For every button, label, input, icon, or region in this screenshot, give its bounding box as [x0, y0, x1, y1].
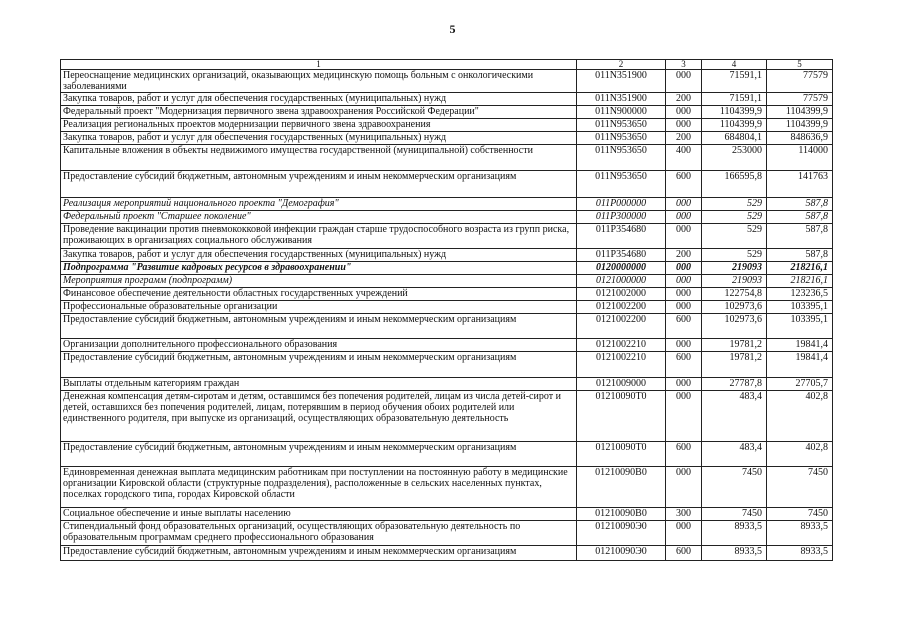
row-code-cell: 01210090В0 — [577, 508, 666, 521]
row-expense-type-cell: 200 — [666, 249, 702, 262]
row-code-cell: 01210090Т0 — [577, 442, 666, 467]
row-code-cell: 0121002210 — [577, 352, 666, 378]
table-row — [61, 249, 833, 262]
row-code-cell: 0121002200 — [577, 314, 666, 339]
row-amount-1-cell: 529 — [702, 249, 767, 262]
row-amount-2-cell: 19841,4 — [767, 352, 833, 378]
table-row — [61, 339, 833, 352]
row-name-cell: Закупка товаров, работ и услуг для обеспечения государственных (муниципальных) нужд — [61, 132, 577, 145]
row-amount-1-cell: 253000 — [702, 145, 767, 171]
row-amount-2-cell: 77579 — [767, 93, 833, 106]
row-amount-1-cell: 684804,1 — [702, 132, 767, 145]
row-amount-2-cell: 218216,1 — [767, 262, 833, 275]
row-code-cell: 011P300000 — [577, 211, 666, 224]
row-amount-1-cell: 19781,2 — [702, 352, 767, 378]
row-name-cell: Реализация мероприятий национального проекта "Демография" — [61, 198, 577, 211]
table-row — [61, 145, 833, 171]
row-amount-1-cell: 19781,2 — [702, 339, 767, 352]
row-name-cell: Проведение вакцинации против пневмококковой инфекции граждан старше трудоспособного возраста из групп риска, проживающих в организациях социального обслуживания — [61, 224, 577, 249]
row-amount-2-cell: 8933,5 — [767, 546, 833, 561]
row-expense-type-cell: 000 — [666, 119, 702, 132]
row-code-cell: 01210090Э0 — [577, 521, 666, 546]
row-name-cell: Выплаты отдельным категориям граждан — [61, 378, 577, 391]
row-name-cell: Предоставление субсидий бюджетным, автономным учреждениям и иным некоммерческим организациям — [61, 314, 577, 339]
row-expense-type-cell: 600 — [666, 352, 702, 378]
row-amount-1-cell: 529 — [702, 211, 767, 224]
row-amount-1-cell: 483,4 — [702, 391, 767, 442]
row-code-cell: 01210090Э0 — [577, 546, 666, 561]
row-amount-1-cell: 166595,8 — [702, 171, 767, 198]
table-row — [61, 467, 833, 508]
row-expense-type-cell: 000 — [666, 391, 702, 442]
row-amount-2-cell: 402,8 — [767, 442, 833, 467]
table-row — [61, 132, 833, 145]
row-code-cell: 011N953650 — [577, 119, 666, 132]
row-code-cell: 011P000000 — [577, 198, 666, 211]
table-row — [61, 106, 833, 119]
row-name-cell: Закупка товаров, работ и услуг для обеспечения государственных (муниципальных) нужд — [61, 93, 577, 106]
row-code-cell: 011N351900 — [577, 70, 666, 93]
row-code-cell: 0120000000 — [577, 262, 666, 275]
row-expense-type-cell: 600 — [666, 546, 702, 561]
row-amount-1-cell: 7450 — [702, 508, 767, 521]
page-number: 5 — [449, 22, 456, 36]
row-amount-2-cell: 77579 — [767, 70, 833, 93]
row-expense-type-cell: 600 — [666, 171, 702, 198]
row-amount-2-cell: 587,8 — [767, 211, 833, 224]
row-code-cell: 011N953650 — [577, 132, 666, 145]
row-code-cell: 01210090Т0 — [577, 391, 666, 442]
row-amount-1-cell: 8933,5 — [702, 546, 767, 561]
row-name-cell: Единовременная денежная выплата медицинским работникам при поступлении на постоянную работу в медицинские организации Кировской области (структурные подразделения), расположенные в сельских населенных пунктах, поселках городского типа, городах Кировской области — [61, 467, 577, 508]
row-name-cell: Мероприятия программ (подпрограмм) — [61, 275, 577, 288]
table-header-row — [61, 60, 833, 70]
row-expense-type-cell: 000 — [666, 106, 702, 119]
table-row — [61, 198, 833, 211]
row-code-cell: 01210090В0 — [577, 467, 666, 508]
row-code-cell: 011P354680 — [577, 249, 666, 262]
row-code-cell: 0121002210 — [577, 339, 666, 352]
row-name-cell: Подпрограмма "Развитие кадровых ресурсов в здравоохранении" — [61, 262, 577, 275]
row-amount-2-cell: 587,8 — [767, 224, 833, 249]
row-name-cell: Федеральный проект "Старшее поколение" — [61, 211, 577, 224]
row-amount-2-cell: 7450 — [767, 508, 833, 521]
row-amount-1-cell: 483,4 — [702, 442, 767, 467]
row-amount-1-cell: 8933,5 — [702, 521, 767, 546]
table-row — [61, 442, 833, 467]
row-expense-type-cell: 000 — [666, 301, 702, 314]
table-row — [61, 314, 833, 339]
row-amount-1-cell: 71591,1 — [702, 93, 767, 106]
row-expense-type-cell: 000 — [666, 224, 702, 249]
row-amount-2-cell: 1104399,9 — [767, 119, 833, 132]
row-name-cell: Реализация региональных проектов модернизации первичного звена здравоохранения — [61, 119, 577, 132]
row-expense-type-cell: 000 — [666, 288, 702, 301]
row-name-cell: Стипендиальный фонд образовательных организаций, осуществляющих образовательную деятельность по образовательным программам среднего профессионального образования — [61, 521, 577, 546]
row-expense-type-cell: 000 — [666, 339, 702, 352]
row-amount-2-cell: 1104399,9 — [767, 106, 833, 119]
row-amount-1-cell: 122754,8 — [702, 288, 767, 301]
row-code-cell: 011P354680 — [577, 224, 666, 249]
row-expense-type-cell: 400 — [666, 145, 702, 171]
table-row — [61, 211, 833, 224]
header-col-4: 4 — [702, 60, 767, 70]
row-expense-type-cell: 000 — [666, 275, 702, 288]
row-amount-2-cell: 103395,1 — [767, 301, 833, 314]
budget-table-body — [61, 60, 833, 561]
table-row — [61, 391, 833, 442]
row-code-cell: 011N953650 — [577, 145, 666, 171]
row-amount-2-cell: 19841,4 — [767, 339, 833, 352]
table-row — [61, 224, 833, 249]
row-amount-2-cell: 848636,9 — [767, 132, 833, 145]
table-row — [61, 508, 833, 521]
row-expense-type-cell: 000 — [666, 262, 702, 275]
row-amount-1-cell: 219093 — [702, 262, 767, 275]
row-amount-1-cell: 102973,6 — [702, 301, 767, 314]
header-col-3: 3 — [666, 60, 702, 70]
table-row — [61, 93, 833, 106]
row-name-cell: Финансовое обеспечение деятельности областных государственных учреждений — [61, 288, 577, 301]
budget-table — [60, 59, 833, 561]
row-amount-2-cell: 587,8 — [767, 198, 833, 211]
table-row — [61, 275, 833, 288]
row-expense-type-cell: 600 — [666, 314, 702, 339]
row-code-cell: 011N900000 — [577, 106, 666, 119]
header-col-5: 5 — [767, 60, 833, 70]
row-expense-type-cell: 000 — [666, 70, 702, 93]
row-amount-2-cell: 27705,7 — [767, 378, 833, 391]
row-name-cell: Организации дополнительного профессионального образования — [61, 339, 577, 352]
row-name-cell: Предоставление субсидий бюджетным, автономным учреждениям и иным некоммерческим организациям — [61, 352, 577, 378]
table-row — [61, 352, 833, 378]
row-amount-2-cell: 123236,5 — [767, 288, 833, 301]
row-amount-1-cell: 1104399,9 — [702, 119, 767, 132]
row-name-cell: Предоставление субсидий бюджетным, автономным учреждениям и иным некоммерческим организациям — [61, 171, 577, 198]
row-amount-2-cell: 141763 — [767, 171, 833, 198]
row-code-cell: 0121009000 — [577, 378, 666, 391]
row-expense-type-cell: 000 — [666, 521, 702, 546]
table-row — [61, 301, 833, 314]
row-name-cell: Социальное обеспечение и иные выплаты населению — [61, 508, 577, 521]
row-expense-type-cell: 000 — [666, 211, 702, 224]
row-amount-1-cell: 7450 — [702, 467, 767, 508]
row-expense-type-cell: 300 — [666, 508, 702, 521]
row-amount-1-cell: 102973,6 — [702, 314, 767, 339]
header-col-2: 2 — [577, 60, 666, 70]
row-expense-type-cell: 600 — [666, 442, 702, 467]
row-amount-1-cell: 529 — [702, 198, 767, 211]
row-amount-2-cell: 8933,5 — [767, 521, 833, 546]
table-row — [61, 546, 833, 561]
row-name-cell: Федеральный проект "Модернизация первичного звена здравоохранения Российской Федерации" — [61, 106, 577, 119]
row-code-cell: 0121000000 — [577, 275, 666, 288]
row-name-cell: Закупка товаров, работ и услуг для обеспечения государственных (муниципальных) нужд — [61, 249, 577, 262]
row-amount-1-cell: 27787,8 — [702, 378, 767, 391]
row-amount-2-cell: 218216,1 — [767, 275, 833, 288]
row-code-cell: 011N953650 — [577, 171, 666, 198]
row-amount-1-cell: 71591,1 — [702, 70, 767, 93]
row-name-cell: Капитальные вложения в объекты недвижимого имущества государственной (муниципальной) собственности — [61, 145, 577, 171]
row-amount-2-cell: 114000 — [767, 145, 833, 171]
row-name-cell: Переоснащение медицинских организаций, оказывающих медицинскую помощь больным с онкологическими заболеваниями — [61, 70, 577, 93]
table-row — [61, 288, 833, 301]
row-amount-2-cell: 587,8 — [767, 249, 833, 262]
row-amount-1-cell: 1104399,9 — [702, 106, 767, 119]
row-amount-2-cell: 103395,1 — [767, 314, 833, 339]
row-expense-type-cell: 000 — [666, 378, 702, 391]
header-col-1: 1 — [61, 60, 577, 70]
row-code-cell: 011N351900 — [577, 93, 666, 106]
table-row — [61, 262, 833, 275]
row-expense-type-cell: 000 — [666, 467, 702, 508]
row-expense-type-cell: 200 — [666, 93, 702, 106]
row-expense-type-cell: 000 — [666, 198, 702, 211]
table-row — [61, 119, 833, 132]
row-name-cell: Денежная компенсация детям-сиротам и детям, оставшимся без попечения родителей, лицам из числа детей-сирот и детей, оставшихся без попечения родителей, лицам, потерявшим в период обучения обоих родителей или единственного родителя, при выпуске из организаций, осуществляющих образовательную деятельность — [61, 391, 577, 442]
row-name-cell: Предоставление субсидий бюджетным, автономным учреждениям и иным некоммерческим организациям — [61, 442, 577, 467]
table-row — [61, 70, 833, 93]
row-code-cell: 0121002000 — [577, 288, 666, 301]
row-amount-2-cell: 402,8 — [767, 391, 833, 442]
table-row — [61, 171, 833, 198]
row-expense-type-cell: 200 — [666, 132, 702, 145]
row-name-cell: Предоставление субсидий бюджетным, автономным учреждениям и иным некоммерческим организациям — [61, 546, 577, 561]
row-name-cell: Профессиональные образовательные организации — [61, 301, 577, 314]
row-amount-2-cell: 7450 — [767, 467, 833, 508]
row-amount-1-cell: 219093 — [702, 275, 767, 288]
row-amount-1-cell: 529 — [702, 224, 767, 249]
row-code-cell: 0121002200 — [577, 301, 666, 314]
table-row — [61, 521, 833, 546]
table-row — [61, 378, 833, 391]
